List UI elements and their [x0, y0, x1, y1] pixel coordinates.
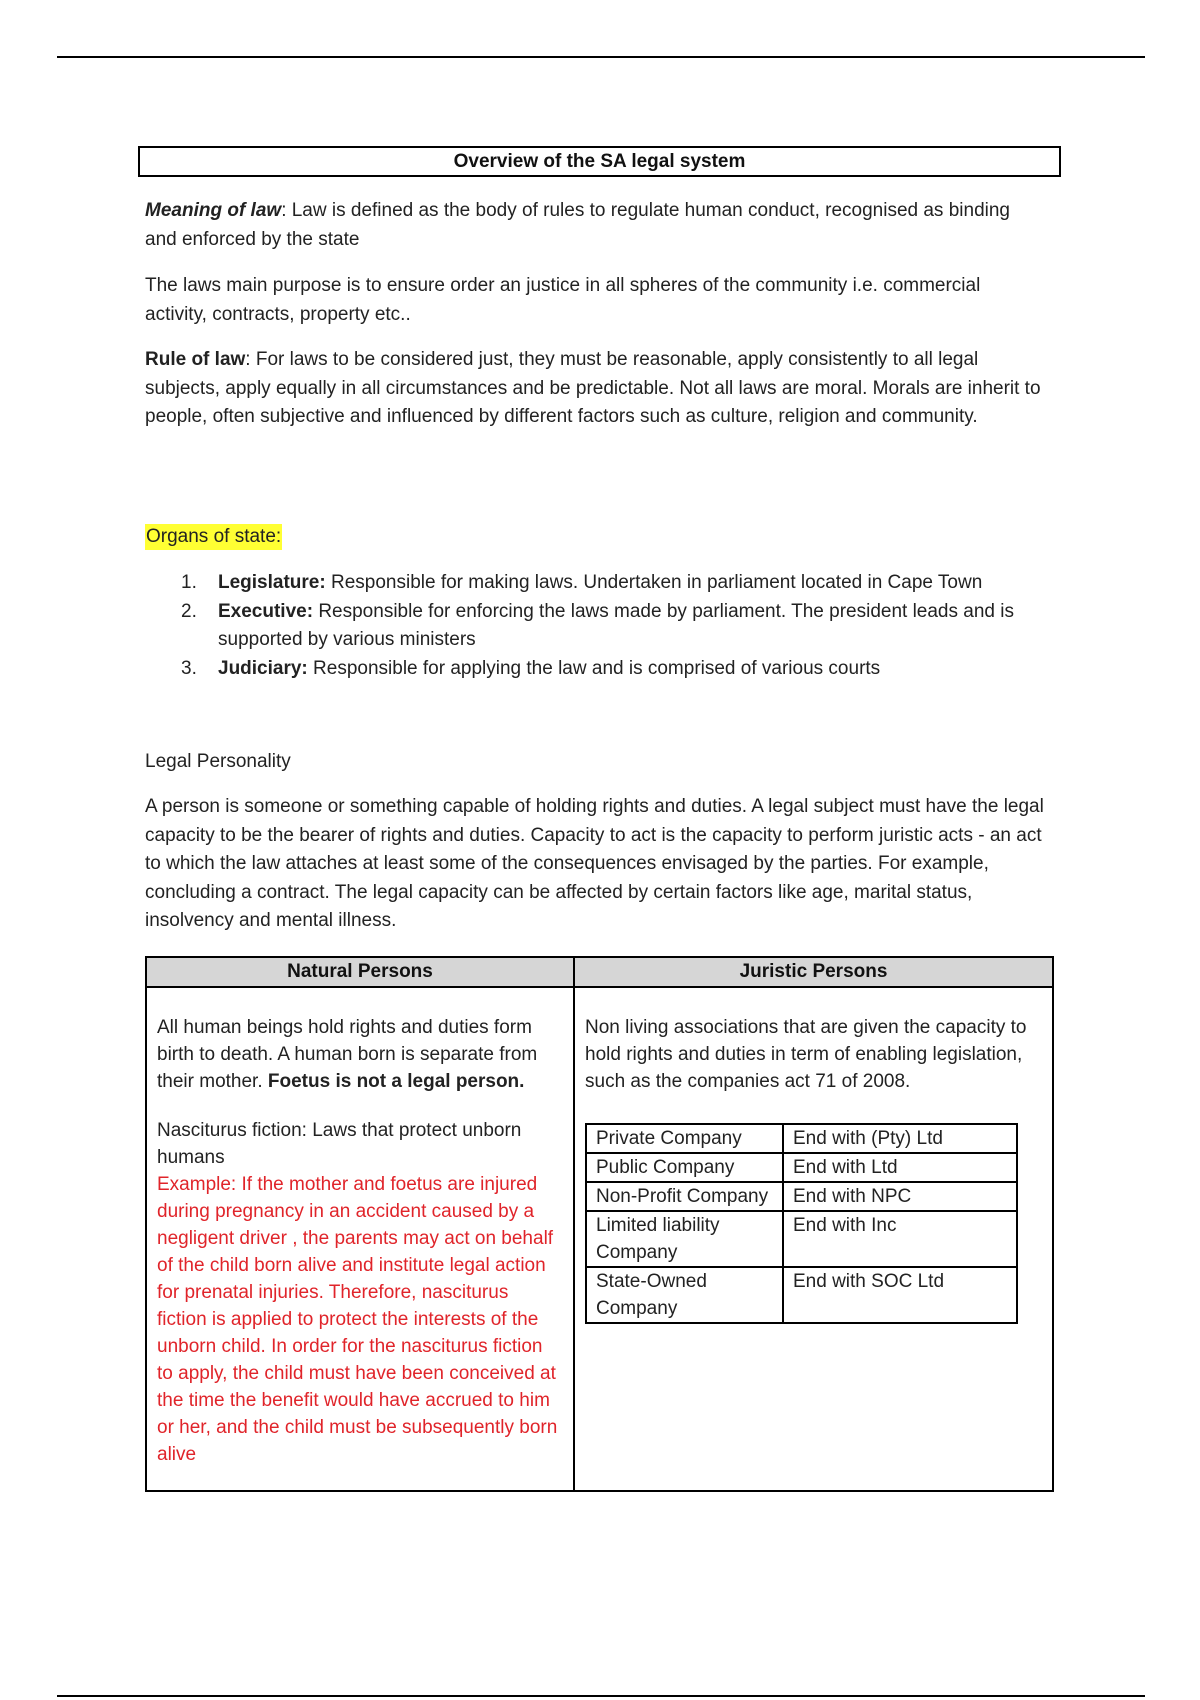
organs-of-state-list: [145, 569, 1065, 683]
top-rule: [57, 56, 1145, 58]
nasciturus-example: Example: If the mother and foetus are injured during pregnancy in an accident caused by a negligent driver , the parents may act on behalf of the child born alive and institute legal action for prenatal injuries. Therefore, nasciturus fiction is applied to protect the interests of the unborn child. In order for the nasciturus fiction to apply, the child must have been conceived at the time the benefit would have accrued to him or her, and the child must be subsequently born alive: [157, 1174, 558, 1465]
foetus-note: Foetus is not a legal person.: [267, 1071, 525, 1092]
company-type: State-Owned Company: [586, 1267, 783, 1323]
list-item-judiciary: [145, 655, 1065, 684]
organ-label: Judiciary:: [218, 657, 308, 679]
legal-personality-paragraph: A person is someone or something capable of holding rights and duties. A legal subject must have the legal capacity to be the bearer of rights and duties. Capacity to act is the capacity to perform juristic acts - an act to which the law attaches at least some of the consequences envisaged by the parties. For example, concluding a contract. The legal capacity can be affected by certain factors like age, marital status, insolvency and mental illness.: [145, 796, 1044, 931]
organ-label: Legislature:: [218, 572, 326, 593]
meaning-of-law-text: : Law is defined as the body of rules to regulate human conduct, recognised as binding and enforced by the state: [145, 200, 1010, 250]
organ-description: Responsible for making laws. Undertaken in parliament located in Cape Town: [325, 572, 983, 593]
company-ending: End with SOC Ltd: [783, 1267, 1017, 1323]
company-ending: End with (Pty) Ltd: [783, 1124, 1017, 1153]
natural-persons-text: All human beings hold rights and duties form birth to death. A human born is separate from their mother. Foetus is not a legal person.: [157, 1017, 538, 1092]
table-row: [586, 1267, 1017, 1323]
bottom-rule: [57, 1695, 1145, 1697]
rule-of-law-label: Rule of law: [145, 349, 246, 370]
persons-table: [145, 956, 1054, 1492]
organ-label: Executive:: [218, 600, 314, 622]
juristic-persons-text: Non living associations that are given the capacity to hold rights and duties in term of enabling legislation, such as the companies act 71 of 2008.: [585, 1017, 1027, 1092]
table-row: [586, 1153, 1017, 1182]
purpose-paragraph: The laws main purpose is to ensure order an justice in all spheres of the community i.e. commercial activity, contracts, property etc..: [145, 275, 981, 325]
organ-description: Responsible for enforcing the laws made by parliament. The president leads and is supported by various ministers: [218, 600, 1014, 650]
list-item-legislature: [145, 569, 1065, 598]
company-ending: End with NPC: [783, 1182, 1017, 1211]
organ-description: Responsible for applying the law and is comprised of various courts: [307, 657, 881, 679]
list-number: 2.: [181, 600, 197, 622]
natural-persons-header: Natural Persons: [146, 957, 574, 987]
company-type: Private Company: [586, 1124, 783, 1153]
rule-of-law-paragraph: [145, 346, 1045, 432]
company-ending: End with Ltd: [783, 1153, 1017, 1182]
juristic-persons-header: Juristic Persons: [574, 957, 1053, 987]
company-type: Public Company: [586, 1153, 783, 1182]
meaning-of-law-paragraph: [145, 197, 1045, 254]
company-type: Limited liability Company: [586, 1211, 783, 1267]
page-title: Overview of the SA legal system: [138, 146, 1061, 177]
list-number: 1.: [181, 572, 197, 593]
company-types-table: [585, 1123, 1018, 1324]
table-row: [586, 1124, 1017, 1153]
nasciturus-text: Nasciturus fiction: Laws that protect unborn humans: [157, 1120, 522, 1168]
natural-persons-cell: [146, 987, 574, 1491]
table-row: [586, 1182, 1017, 1211]
list-number: 3.: [181, 657, 197, 679]
table-row: [586, 1211, 1017, 1267]
company-type: Non-Profit Company: [586, 1182, 783, 1211]
legal-personality-heading: Legal Personality: [145, 751, 291, 772]
organs-of-state-heading: Organs of state:: [145, 524, 282, 550]
meaning-of-law-label: Meaning of law: [145, 200, 282, 221]
juristic-persons-cell: [574, 987, 1053, 1491]
list-item-executive: [145, 598, 1065, 655]
rule-of-law-text: : For laws to be considered just, they must be reasonable, apply consistently to all legal subjects, apply equally in all circumstances and be predictable. Not all laws are moral. Morals are inherit to people, often subjective and influenced by different factors such as culture, religion and community.: [145, 349, 1041, 427]
company-ending: End with Inc: [783, 1211, 1017, 1267]
